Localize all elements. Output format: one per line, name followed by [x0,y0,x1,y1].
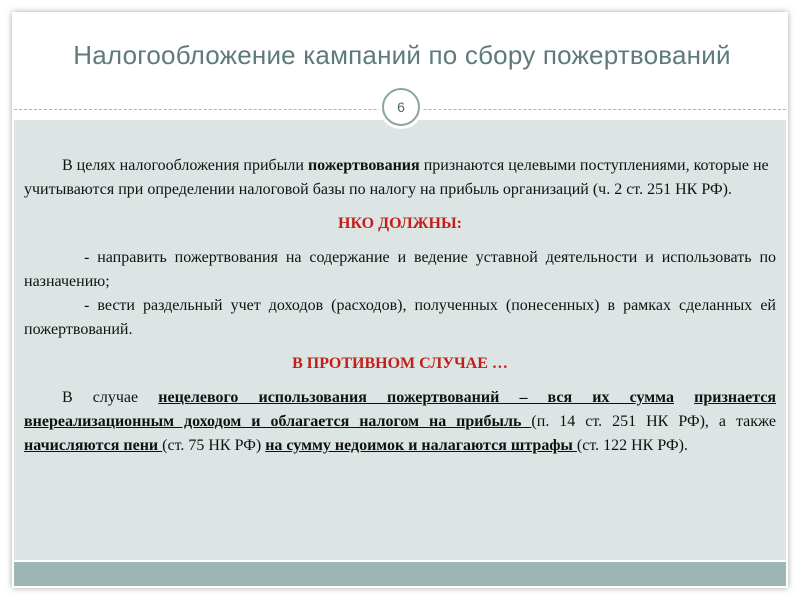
intro-bold-term: пожертвования [307,157,420,174]
duty-item-1: - направить пожертвования на содержание и ведение уставной деятельности и использовать по назначению; [24,249,776,290]
intro-paragraph [24,154,776,202]
slide-title: Налогообложение кампаний по сбору пожертвований [73,40,731,70]
content-panel [14,120,786,560]
consequence-underlined-3: начисляются пени [24,437,163,454]
heading-must: НКО ДОЛЖНЫ: [338,215,462,232]
consequence-text-2 [674,389,694,406]
consequence-paragraph [24,386,776,458]
consequence-text-3: (п. 14 ст. 251 НК РФ), а также [531,413,776,430]
consequence-underlined-1: нецелевого использования пожертвований – вся их сумма [158,389,674,406]
consequence-text-1: В случае [62,389,159,406]
consequence-underlined-2: признается внереализационным доходом и облагается налогом на прибыль [24,389,777,430]
consequence-text-4: (ст. 75 НК РФ) [162,437,266,454]
slide-number-badge: 6 [382,88,420,126]
heading-otherwise: В ПРОТИВНОМ СЛУЧАЕ … [292,355,508,372]
body-text [24,154,776,458]
duty-item-2: - вести раздельный учет доходов (расходов), полученных (понесенных) в рамках сделанных ей пожертвований. [24,297,776,338]
bottom-bar [14,562,786,586]
intro-text-1: В целях налогообложения прибыли [62,157,308,174]
intro-text-2: признаются целевыми поступлениями, которые не учитываются при определении налоговой базы по налогу на прибыль организаций (ч. 2 ст. 251 НК РФ). [24,157,769,198]
consequence-text-5: (ст. 122 НК РФ). [576,437,688,454]
consequence-underlined-4: на сумму недоимок и налагаются штрафы [265,437,577,454]
